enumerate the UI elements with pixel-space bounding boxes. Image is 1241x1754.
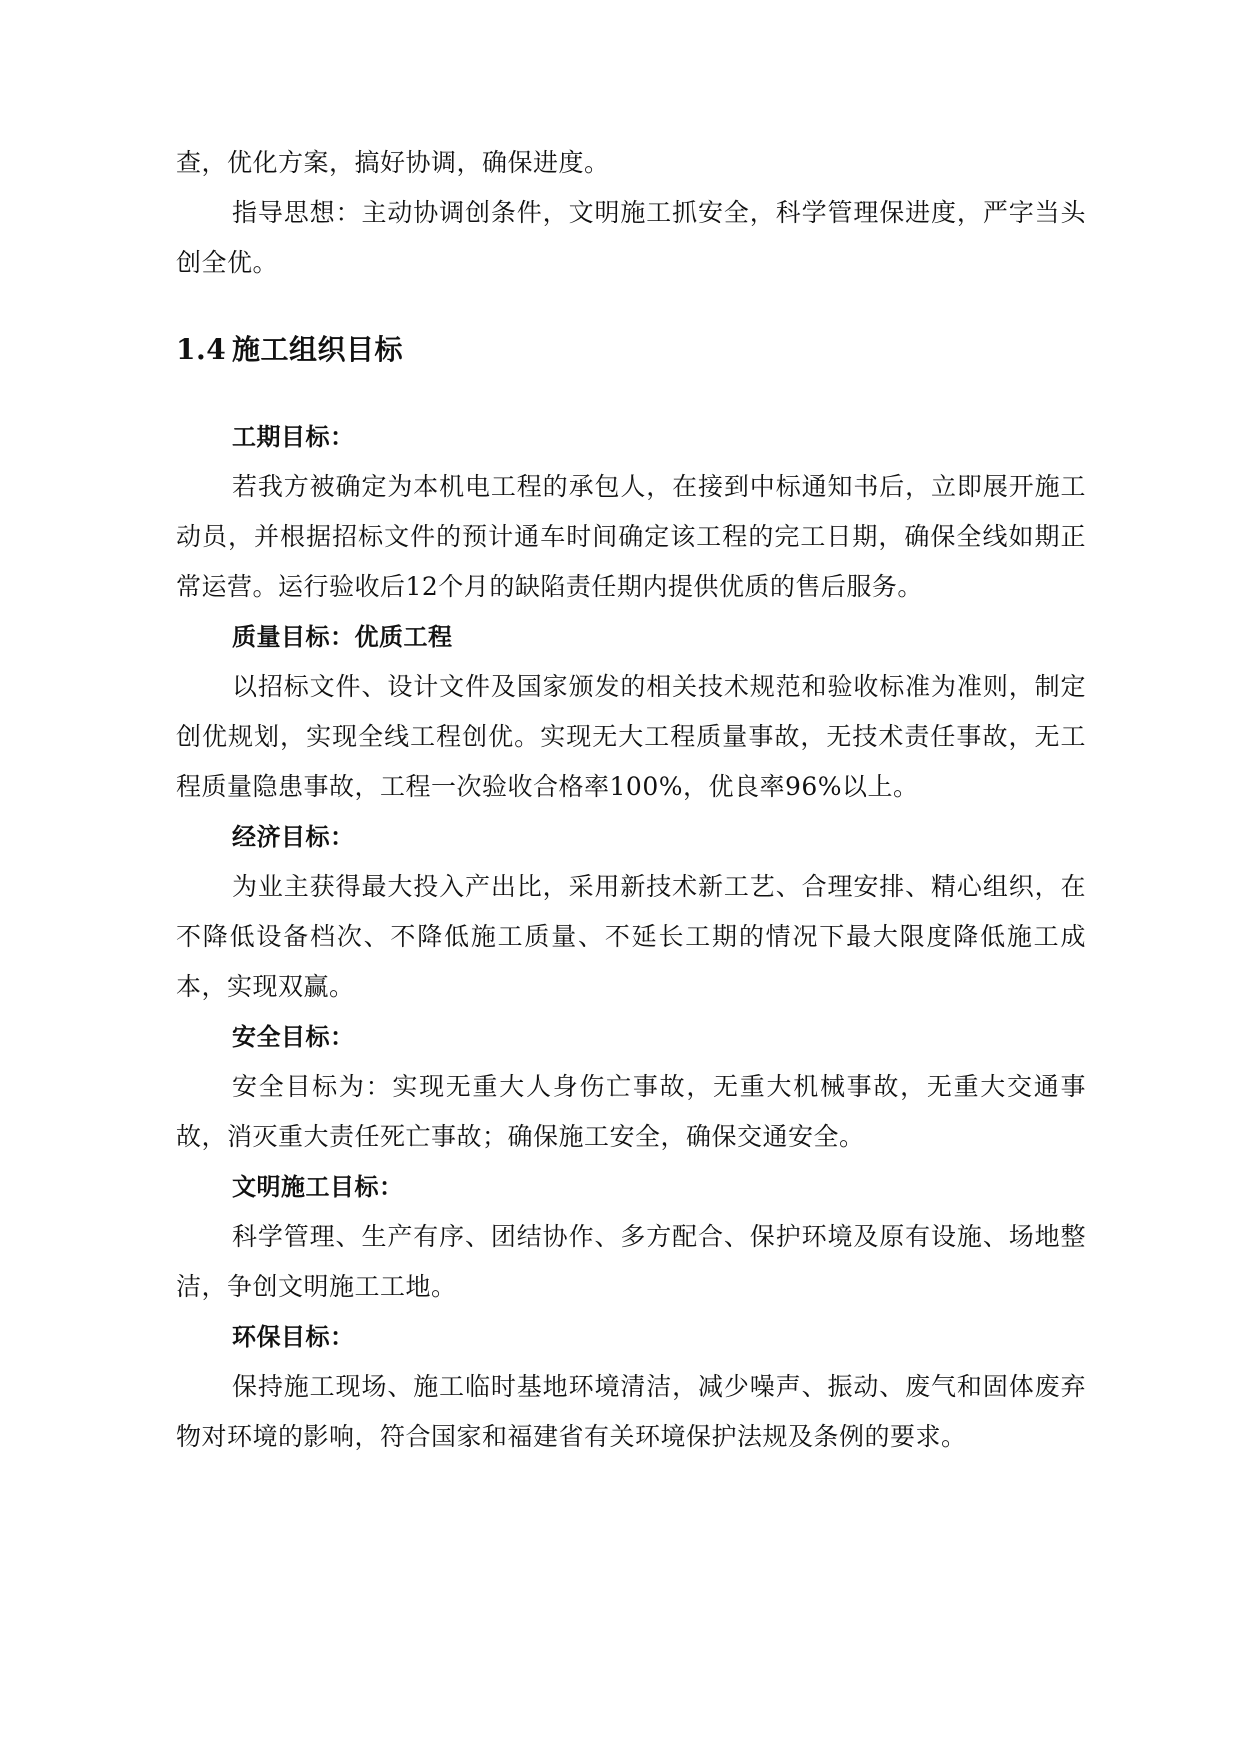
guiding-principle-paragraph: 指导思想：主动协调创条件，文明施工抓安全，科学管理保进度，严字当头创全优。 — [176, 198, 1086, 277]
goal-body-environmental: 保持施工现场、施工临时基地环境清洁，减少噪声、振动、废气和固体废弃物对环境的影响，符合国家和福建省有关环境保护法规及条例的要求。 — [176, 1372, 1086, 1451]
continued-paragraph: 查，优化方案，搞好协调，确保进度。 — [176, 148, 610, 177]
goal-heading-safety: 安全目标： — [232, 1022, 355, 1051]
goal-body-safety: 安全目标为：实现无重大人身伤亡事故，无重大机械事故，无重大交通事故，消灭重大责任死亡事故；确保施工安全，确保交通安全。 — [176, 1072, 1086, 1151]
goal-body-schedule: 若我方被确定为本机电工程的承包人，在接到中标通知书后，立即展开施工动员，并根据招标文件的预计通车时间确定该工程的完工日期，确保全线如期正常运营。运行验收后12个月的缺陷责任期内提供优质的售后服务。 — [176, 472, 1086, 601]
goal-body-economic: 为业主获得最大投入产出比，采用新技术新工艺、合理安排、精心组织，在不降低设备档次、不降低施工质量、不延长工期的情况下最大限度降低施工成本，实现双赢。 — [176, 872, 1086, 1001]
section-heading — [176, 330, 1086, 370]
goal-heading-civilized-construction: 文明施工目标： — [232, 1172, 404, 1201]
goal-heading-environmental: 环保目标： — [232, 1322, 355, 1351]
goal-body-civilized-construction: 科学管理、生产有序、团结协作、多方配合、保护环境及原有设施、场地整洁，争创文明施工工地。 — [176, 1222, 1086, 1301]
document-body — [176, 138, 1086, 1462]
goal-body-quality: 以招标文件、设计文件及国家颁发的相关技术规范和验收标准为准则，制定创优规划，实现全线工程创优。实现无大工程质量事故，无技术责任事故，无工程质量隐患事故，工程一次验收合格率100%，优良率96%以上。 — [176, 672, 1086, 801]
goal-heading-economic: 经济目标： — [232, 822, 355, 851]
goal-heading-schedule: 工期目标： — [232, 422, 355, 451]
section-title: 施工组织目标 — [232, 333, 404, 366]
section-number: 1.4 — [176, 333, 227, 366]
goal-heading-quality: 质量目标：优质工程 — [232, 622, 453, 651]
